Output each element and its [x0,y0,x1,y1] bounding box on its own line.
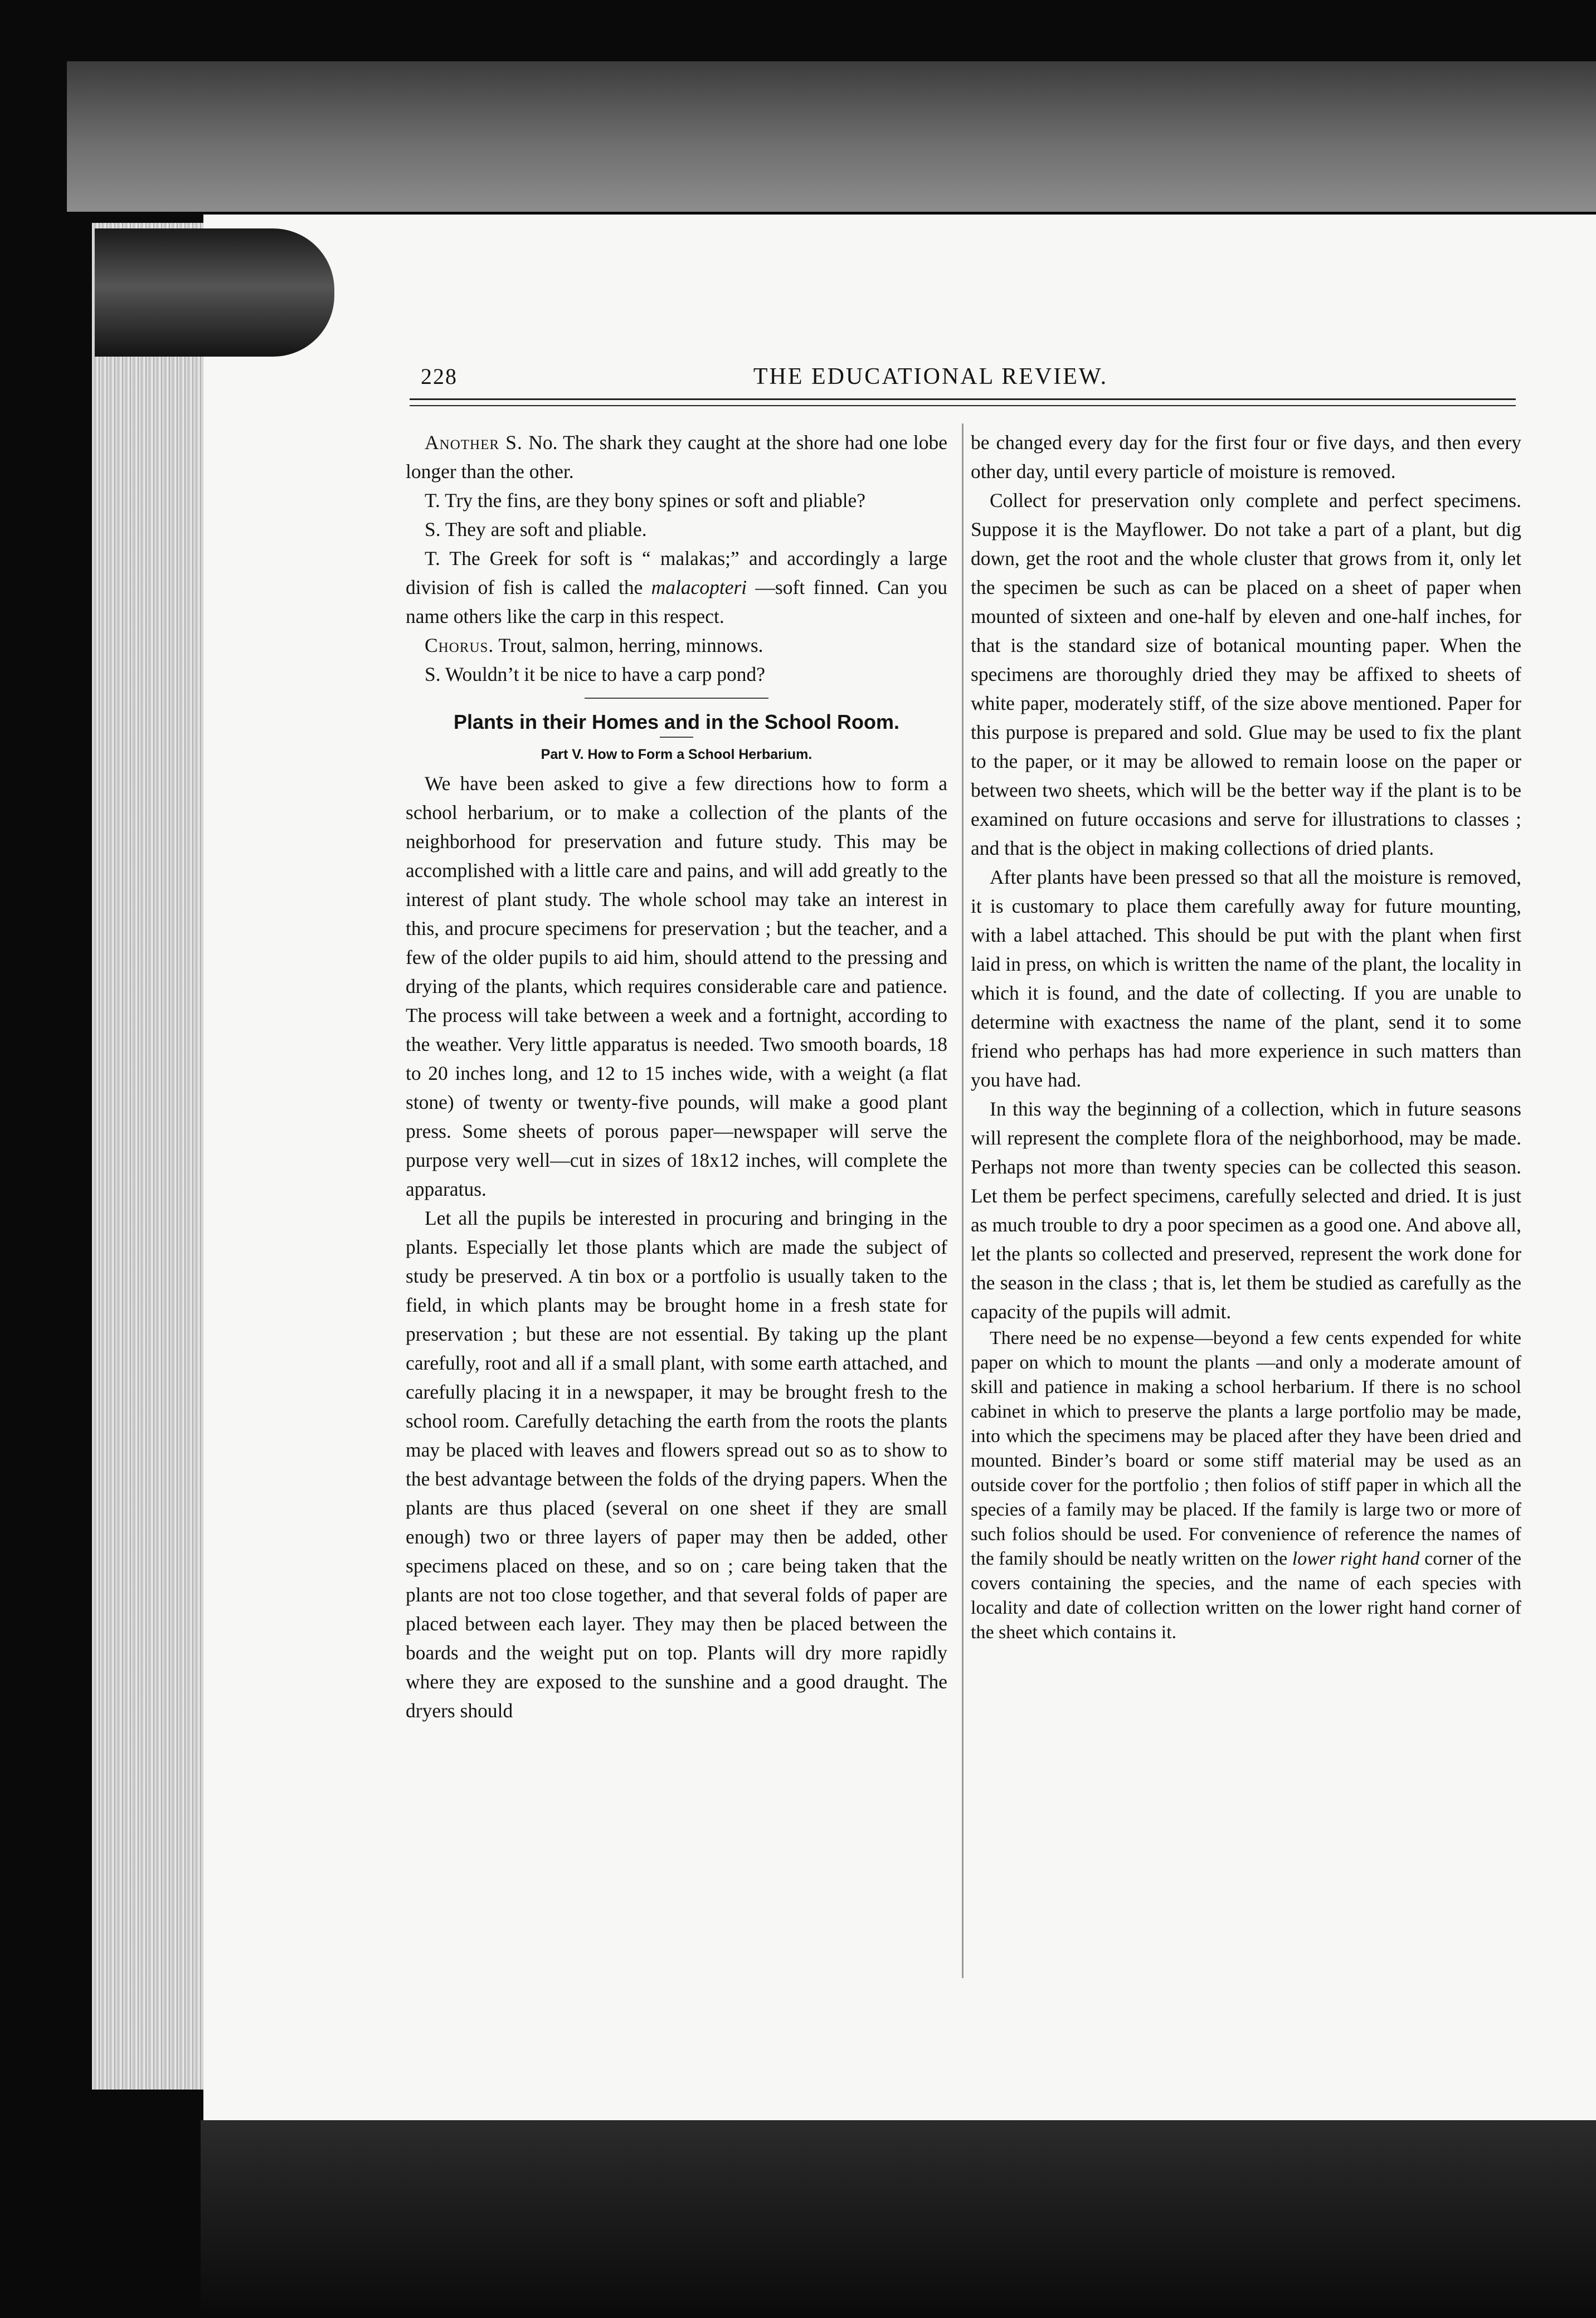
dialogue-italic: malacopteri [651,576,747,598]
paragraph-text: There need be no expense—beyond a few cents expended for white paper on which to mount the plants —and only a moderate amount of skill and patience in making a school herbarium. If there is no school cabinet in which to preserve the plants a large portfolio may be made, into which the specimens may be placed after they have been dried and mounted. Binder’s board or some stiff material may be used as an outside cover for the portfolio ; then folios of stiff paper in which all the species of a family may be placed. If the family is large two or more of such folios should be used. For convenience of reference the names of the family should be neatly written on the [971,1328,1521,1569]
speaker-label: S. [425,663,441,685]
article-title: Plants in their Homes and in the School Room. [453,710,900,733]
left-column [406,428,947,1725]
paragraph: We have been asked to give a few directions how to form a school herbarium, or to make a collection of the plants of the neighborhood for preservation and future study. This may be accomplished with a little care and pains, and will add greatly to the interest of plant study. The whole school may take an interest in this, and procure specimens for preservation ; but the teacher, and a few of the older pupils to aid him, should attend to the pressing and drying of the plants, which requires considerable care and patience. The process will take between a week and a fortnight, according to the weather. Very little apparatus is needed. Two smooth boards, 18 to 20 inches long, and 12 to 15 inches wide, with a weight (a flat stone) of twenty or twenty-five pounds, will make a good plant press. Some sheets of porous paper—newspaper will serve the purpose very well—cut in sizes of 18x12 inches, will complete the apparatus. [406,772,947,1200]
column-divider [962,423,964,1978]
dialogue-text: Trout, salmon, herring, minnows. [498,634,763,656]
binder-clip [95,228,334,357]
dialogue-text: Wouldn’t it be nice to have a carp pond? [445,663,766,685]
paragraph-text: corner of the covers containing the species, and the name of each species with locality and date of collection written on the lower right hand corner of the sheet which contains it. [971,1548,1521,1643]
title-rule [660,737,693,738]
section-rule [585,698,768,699]
header-rule [410,398,1516,406]
dialogue-text: The Greek for soft is “ malakas;” and accordingly a large division of fish is called the [406,547,948,598]
speaker-label: T. [425,489,440,512]
dialogue-line [406,544,947,631]
paragraph-italic: lower right hand [1292,1548,1420,1569]
paragraph: be changed every day for the first four or five days, and then every other day, until every particle of moisture is removed. [971,431,1521,483]
paragraph [971,1326,1521,1645]
article-part: Part V. How to Form a School Herbarium. [541,747,812,762]
speaker-label: Chorus. [425,634,494,656]
dialogue-text: They are soft and pliable. [445,518,647,540]
speaker-label: T. [425,547,440,569]
dialogue-line [406,631,947,660]
speaker-label: S. [425,518,441,540]
dialogue-line [406,428,947,486]
dialogue-text: —soft finned. Can you name others like the carp in this respect. [406,576,947,627]
right-column [971,428,1521,1645]
scanner-shadow-top [67,61,1596,212]
paragraph: Collect for preservation only complete and perfect specimens. Suppose it is the Mayflower. Do not take a part of a plant, but dig down, get the root and the whole cluster that grows from it, only let the specimen be such as can be placed on a sheet of paper when mounted of sixteen and one-half by eleven and one-half inches, for that is the standard size of botanical mounting paper. When the specimens are thoroughly dried they may be affixed to sheets of white paper, moderately stiff, of the size above mentioned. Paper for this purpose is prepared and sold. Glue may be used to fix the plant to the paper, or it may be allowed to remain loose on the paper or between two sheets, which will be the better way if the plant is to be examined on future occasions and serve for illustrations to classes ; and that is the object in making collections of dried plants. [971,489,1521,859]
dialogue-text: No. The shark they caught at the shore had one lobe longer than the other. [406,431,948,483]
paragraph: Let all the pupils be interested in procuring and bringing in the plants. Especially let those plants which are made the subject of study be preserved. A tin box or a portfolio is usually taken to the field, in which plants may be brought home in a fresh state for preservation ; but these are not essential. By taking up the plant carefully, root and all if a small plant, with some earth attached, and carefully placing it in a newspaper, it may be brought fresh to the school room. Carefully detaching the earth from the roots the plants may be placed with leaves and flowers spread out so as to show to the best advantage between the folds of the drying papers. When the plants are thus placed (several on one sheet if they are small enough) two or three layers of paper may then be added, other specimens placed on these, and so on ; care being taken that the plants are not too close together, and that several folds of paper are placed between each layer. They may then be placed between the boards and the weight put on top. Plants will dry more rapidly where they are exposed to the sunshine and a good draught. The dryers should [406,1207,947,1722]
speaker-label: Another S. [425,431,523,454]
dialogue-line [406,515,947,544]
paragraph: In this way the beginning of a collection, which in future seasons will represent the complete flora of the neighborhood, may be made. Perhaps not more than twenty species can be collected this season. Let them be perfect specimens, carefully selected and dried. It is just as much trouble to dry a poor specimen as a good one. And above all, let the plants so collected and preserved, represent the work done for the season in the class ; that is, let them be studied as carefully as the capacity of the pupils will admit. [971,1098,1521,1323]
running-head: THE EDUCATIONAL REVIEW. [753,364,1108,389]
book-page-edges [92,223,209,2090]
dialogue-line [406,660,947,689]
dialogue-line [406,486,947,515]
paragraph: After plants have been pressed so that all the moisture is removed, it is customary to place them carefully away for future mounting, with a label attached. This should be put with the plant when first laid in press, on which is written the name of the plant, the locality in which it is found, and the date of collecting. If you are unable to determine with exactness the name of the plant, send it to some friend who perhaps has had more experience in such matters than you have had. [971,866,1521,1091]
scanner-shadow-bottom [201,2120,1596,2318]
dialogue-text: Try the fins, are they bony spines or soft and pliable? [445,489,866,512]
page-number: 228 [421,364,458,389]
